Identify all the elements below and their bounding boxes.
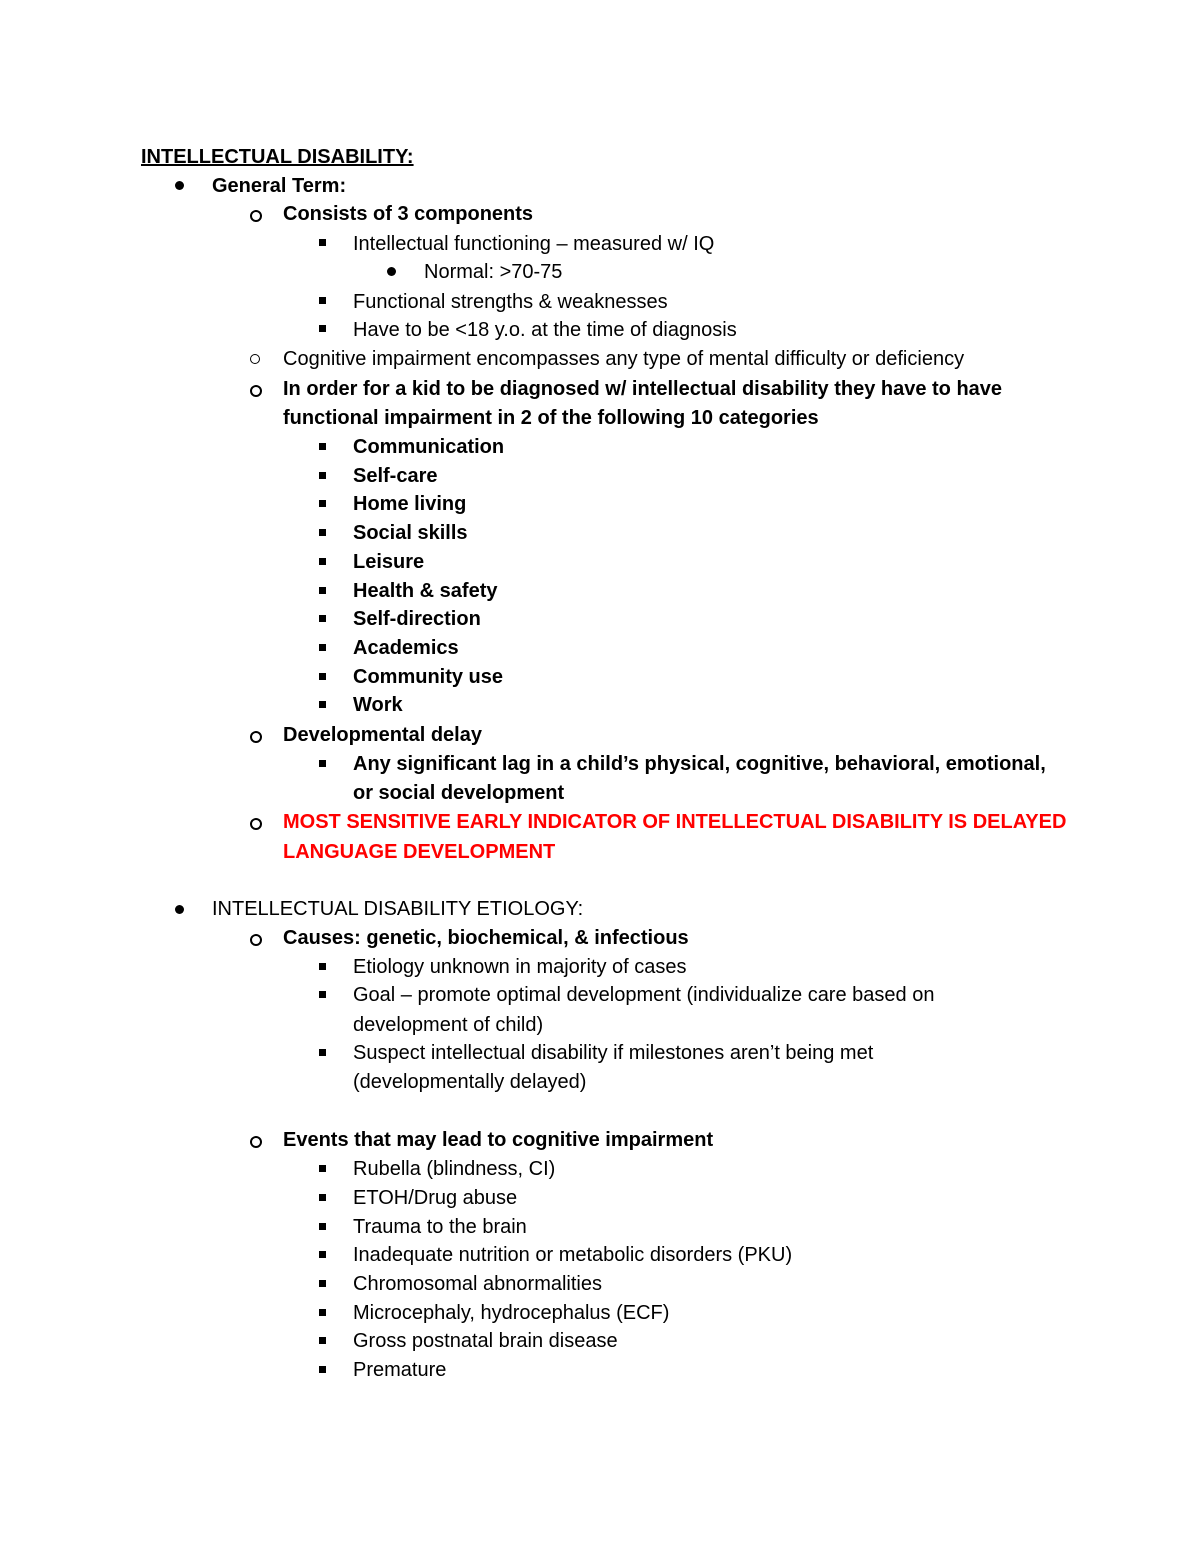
etiology-item-3-line-2: (developmentally delayed) xyxy=(353,1071,587,1093)
bullet-square-icon xyxy=(319,529,326,536)
event-item: Premature xyxy=(353,1359,447,1381)
bullet-square-icon xyxy=(319,1165,326,1172)
sensitive-indicator-line-1: MOST SENSITIVE EARLY INDICATOR OF INTELLECTUAL DISABILITY IS DELAYED xyxy=(283,811,1067,833)
event-item: Chromosomal abnormalities xyxy=(353,1273,602,1295)
cognitive-impairment: Cognitive impairment encompasses any type of mental difficulty or deficiency xyxy=(283,348,965,370)
event-item: Inadequate nutrition or metabolic disorders (PKU) xyxy=(353,1244,793,1266)
bullet-square-icon xyxy=(319,1049,326,1056)
bullet-square-icon xyxy=(319,297,326,304)
bullet-circle-icon xyxy=(250,385,262,397)
category-item: Self-care xyxy=(353,465,438,487)
bullet-circle-icon xyxy=(250,1136,262,1148)
event-item: Gross postnatal brain disease xyxy=(353,1330,618,1352)
component-2: Functional strengths & weaknesses xyxy=(353,291,668,313)
bullet-square-icon xyxy=(319,558,326,565)
bullet-square-icon xyxy=(319,239,326,246)
bullet-square-icon xyxy=(319,1366,326,1373)
bullet-dot-icon xyxy=(175,905,184,914)
consists-heading: Consists of 3 components xyxy=(283,203,534,225)
category-item: Health & safety xyxy=(353,580,498,602)
bullet-square-icon xyxy=(319,1280,326,1287)
bullet-square-icon xyxy=(319,500,326,507)
category-item: Social skills xyxy=(353,522,468,544)
bullet-circle-icon xyxy=(250,818,262,830)
component-3: Have to be <18 y.o. at the time of diagnosis xyxy=(353,319,737,341)
developmental-delay: Developmental delay xyxy=(283,724,482,746)
category-item: Home living xyxy=(353,493,467,515)
event-item: Trauma to the brain xyxy=(353,1216,527,1238)
bullet-circle-icon xyxy=(250,210,262,222)
etiology-heading: INTELLECTUAL DISABILITY ETIOLOGY: xyxy=(212,898,584,920)
component-1: Intellectual functioning – measured w/ IQ xyxy=(353,233,715,255)
bullet-square-icon xyxy=(319,644,326,651)
bullet-square-icon xyxy=(319,1337,326,1344)
etiology-item-3-line-1: Suspect intellectual disability if milestones aren’t being met xyxy=(353,1042,874,1064)
page-title: INTELLECTUAL DISABILITY: xyxy=(141,146,414,168)
in-order-line-1: In order for a kid to be diagnosed w/ intellectual disability they have to have xyxy=(283,378,1003,400)
etiology-item-1: Etiology unknown in majority of cases xyxy=(353,956,687,978)
event-item: Microcephaly, hydrocephalus (ECF) xyxy=(353,1302,670,1324)
events-heading: Events that may lead to cognitive impairment xyxy=(283,1129,714,1151)
dev-delay-line-1: Any significant lag in a child’s physical, cognitive, behavioral, emotional, xyxy=(353,753,1046,775)
event-item: Rubella (blindness, CI) xyxy=(353,1158,556,1180)
bullet-square-icon xyxy=(319,673,326,680)
category-item: Academics xyxy=(353,637,459,659)
general-term: General Term: xyxy=(212,175,347,197)
bullet-square-icon xyxy=(319,760,326,767)
bullet-square-icon xyxy=(319,472,326,479)
in-order-line-2: functional impairment in 2 of the following 10 categories xyxy=(283,407,819,429)
category-item: Self-direction xyxy=(353,608,481,630)
bullet-square-icon xyxy=(319,991,326,998)
dev-delay-line-2: or social development xyxy=(353,782,565,804)
bullet-square-icon xyxy=(319,587,326,594)
bullet-square-icon xyxy=(319,615,326,622)
bullet-square-icon xyxy=(319,1251,326,1258)
causes: Causes: genetic, biochemical, & infectious xyxy=(283,927,689,949)
bullet-square-icon xyxy=(319,1223,326,1230)
bullet-square-icon xyxy=(319,443,326,450)
bullet-square-icon xyxy=(319,1309,326,1316)
bullet-dot-icon xyxy=(175,181,184,190)
bullet-circle-icon xyxy=(250,934,262,946)
category-item: Community use xyxy=(353,666,504,688)
normal-range: Normal: >70-75 xyxy=(424,261,563,283)
etiology-item-2-line-2: development of child) xyxy=(353,1014,544,1036)
bullet-circle-icon xyxy=(250,354,260,364)
category-item: Work xyxy=(353,694,403,716)
etiology-item-2-line-1: Goal – promote optimal development (individualize care based on xyxy=(353,984,935,1006)
category-item: Communication xyxy=(353,436,505,458)
sensitive-indicator-line-2: LANGUAGE DEVELOPMENT xyxy=(283,841,556,863)
bullet-square-icon xyxy=(319,701,326,708)
bullet-dot-icon xyxy=(387,267,396,276)
bullet-square-icon xyxy=(319,1194,326,1201)
event-item: ETOH/Drug abuse xyxy=(353,1187,518,1209)
bullet-square-icon xyxy=(319,963,326,970)
bullet-square-icon xyxy=(319,325,326,332)
category-item: Leisure xyxy=(353,551,425,573)
bullet-circle-icon xyxy=(250,731,262,743)
